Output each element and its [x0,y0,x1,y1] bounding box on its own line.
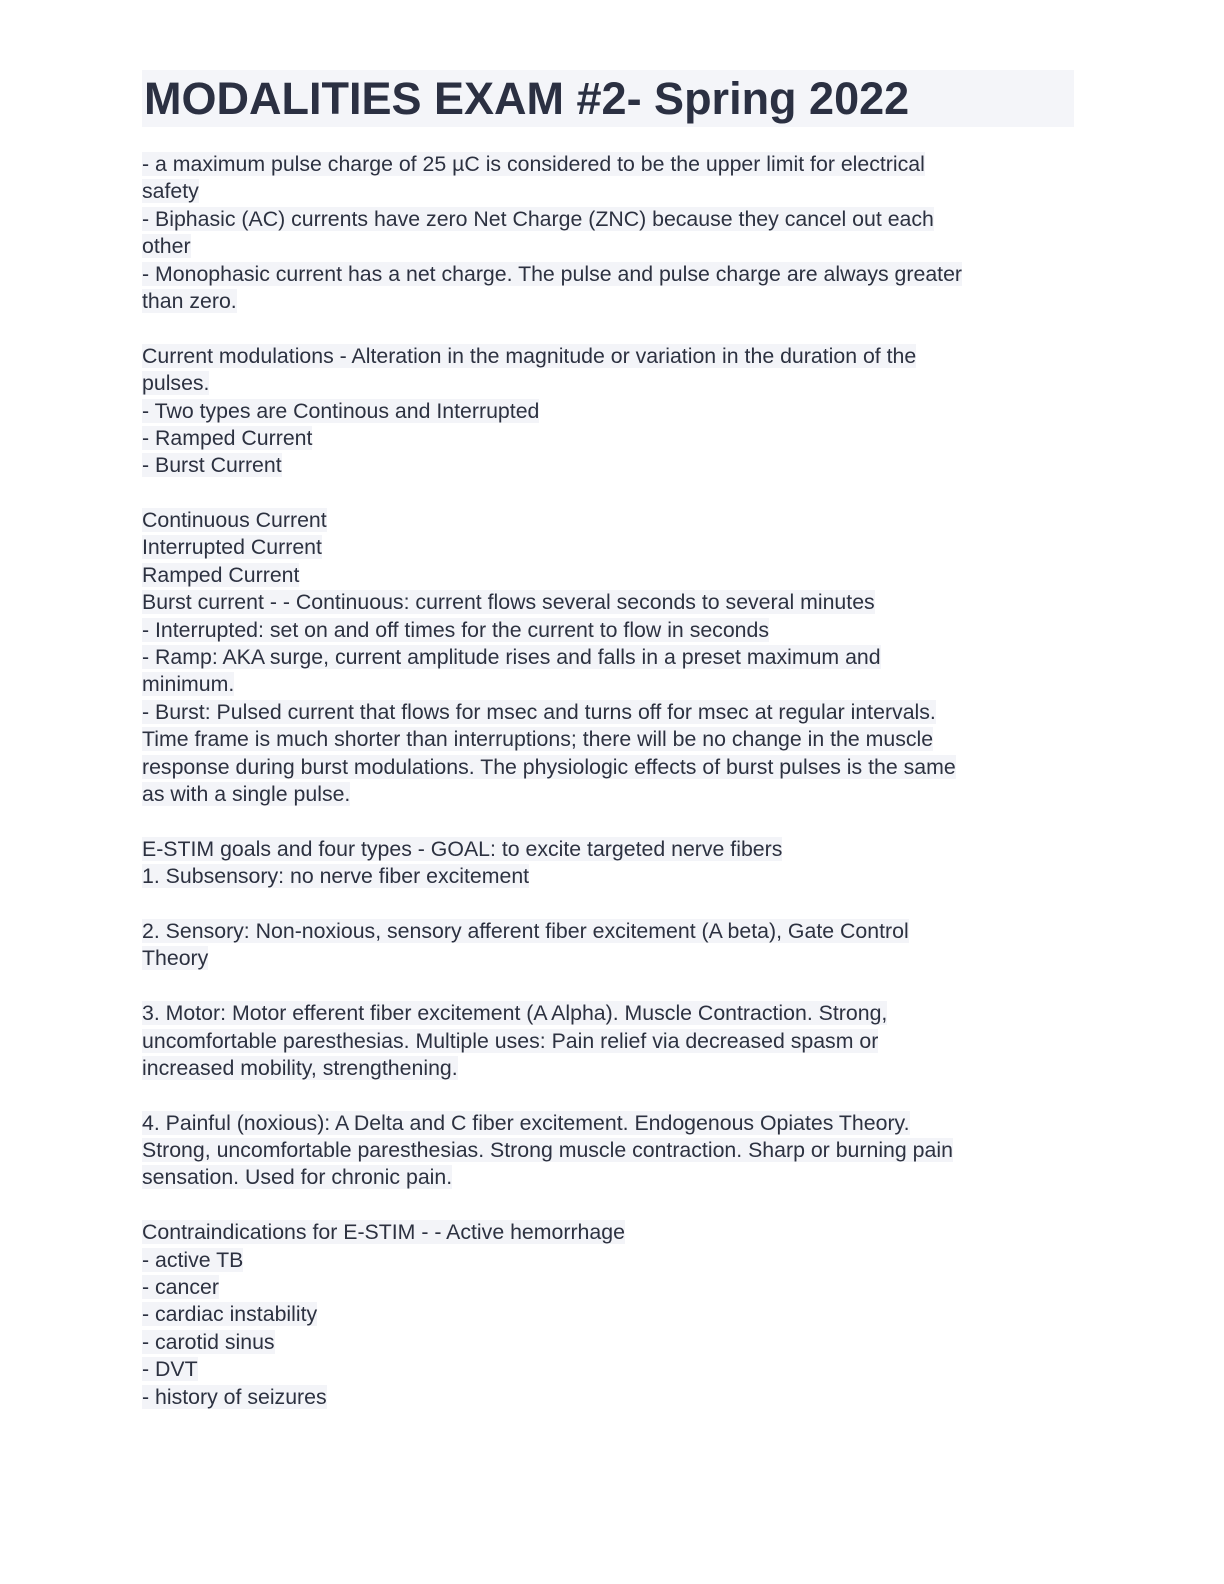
text-line [142,644,1074,671]
text-line-content: uncomfortable paresthesias. Multiple uses: Pain relief via decreased spasm or [142,1028,879,1053]
text-line-content: - Burst Current [142,453,282,478]
paragraph-gap [142,315,1074,342]
page-title: MODALITIES EXAM #2- Spring 2022 [144,73,910,124]
text-line [142,781,1074,808]
document-page [142,70,1074,1411]
text-line [142,1000,1074,1027]
text-line-content: Interrupted Current [142,535,322,560]
text-line [142,1301,1074,1328]
text-line-content: - Biphasic (AC) currents have zero Net Charge (ZNC) because they cancel out each [142,206,934,231]
text-line [142,1219,1074,1246]
text-line-content: 2. Sensory: Non-noxious, sensory afferent fiber excitement (A beta), Gate Control [142,918,909,943]
text-line-content: Continuous Current [142,508,327,533]
text-line-content: as with a single pulse. [142,781,351,806]
text-line-content: - active TB [142,1247,244,1272]
text-line-content: - cancer [142,1275,219,1300]
paragraph-gap [142,1192,1074,1219]
text-line [142,507,1074,534]
text-line [142,343,1074,370]
text-line [142,398,1074,425]
text-line-content: increased mobility, strengthening. [142,1055,458,1080]
text-line [142,288,1074,315]
text-line [142,589,1074,616]
paragraph-gap [142,480,1074,507]
text-line-content: 3. Motor: Motor efferent fiber excitement (A Alpha). Muscle Contraction. Strong, [142,1001,888,1026]
paragraph-gap [142,1082,1074,1109]
text-line [142,534,1074,561]
text-line [142,945,1074,972]
text-line-content: 4. Painful (noxious): A Delta and C fiber excitement. Endogenous Opiates Theory. [142,1110,910,1135]
text-line-content: - Interrupted: set on and off times for the current to flow in seconds [142,617,770,642]
text-line-content: Strong, uncomfortable paresthesias. Strong muscle contraction. Sharp or burning pain [142,1138,953,1163]
text-line [142,1384,1074,1411]
text-line-content: Contraindications for E-STIM - - Active hemorrhage [142,1220,625,1245]
paragraph-gap [142,973,1074,1000]
text-line-content: - Burst: Pulsed current that flows for msec and turns off for msec at regular intervals. [142,699,936,724]
text-line [142,1055,1074,1082]
text-line [142,1247,1074,1274]
text-line [142,1164,1074,1191]
paragraph-gap [142,808,1074,835]
text-line-content: - Ramped Current [142,425,313,450]
text-line-content: Theory [142,946,209,971]
text-line-content: - Ramp: AKA surge, current amplitude rises and falls in a preset maximum and [142,645,881,670]
text-line-content: Time frame is much shorter than interruptions; there will be no change in the muscle [142,727,934,752]
document-body [142,151,1074,1411]
text-line [142,617,1074,644]
text-line-content: E-STIM goals and four types - GOAL: to excite targeted nerve fibers [142,836,783,861]
text-line [142,1110,1074,1137]
text-line [142,562,1074,589]
text-line [142,178,1074,205]
text-line [142,1028,1074,1055]
text-line [142,233,1074,260]
text-line [142,1274,1074,1301]
text-line-content: - history of seizures [142,1384,327,1409]
text-line [142,425,1074,452]
text-line-content: 1. Subsensory: no nerve fiber excitement [142,864,530,889]
text-line-content: - carotid sinus [142,1329,275,1354]
text-line [142,918,1074,945]
text-line [142,699,1074,726]
text-line-content: sensation. Used for chronic pain. [142,1165,453,1190]
text-line [142,754,1074,781]
title-bar [142,70,1074,127]
text-line [142,671,1074,698]
text-line-content: other [142,234,191,259]
text-line [142,836,1074,863]
text-line-content: pulses. [142,371,210,396]
text-line-content: - Monophasic current has a net charge. The pulse and pulse charge are always greater [142,261,963,286]
text-line-content: minimum. [142,672,235,697]
text-line [142,1356,1074,1383]
text-line [142,452,1074,479]
text-line-content: - a maximum pulse charge of 25 µC is considered to be the upper limit for electrical [142,152,925,176]
text-line [142,1137,1074,1164]
text-line [142,1329,1074,1356]
text-line-content: Ramped Current [142,562,300,587]
text-line [142,863,1074,890]
paragraph-gap [142,891,1074,918]
text-line-content: response during burst modulations. The physiologic effects of burst pulses is the same [142,754,956,779]
text-line-content: Burst current - - Continuous: current flows several seconds to several minutes [142,590,875,615]
text-line-content: - Two types are Continous and Interrupted [142,398,540,423]
text-line [142,726,1074,753]
text-line-content: - DVT [142,1357,198,1382]
text-line [142,370,1074,397]
text-line-content: than zero. [142,288,237,313]
text-line [142,206,1074,233]
text-line [142,261,1074,288]
text-line-content: safety [142,179,199,204]
text-line-content: - cardiac instability [142,1302,318,1327]
text-line [142,151,1074,178]
text-line-content: Current modulations - Alteration in the magnitude or variation in the duration of the [142,343,917,368]
